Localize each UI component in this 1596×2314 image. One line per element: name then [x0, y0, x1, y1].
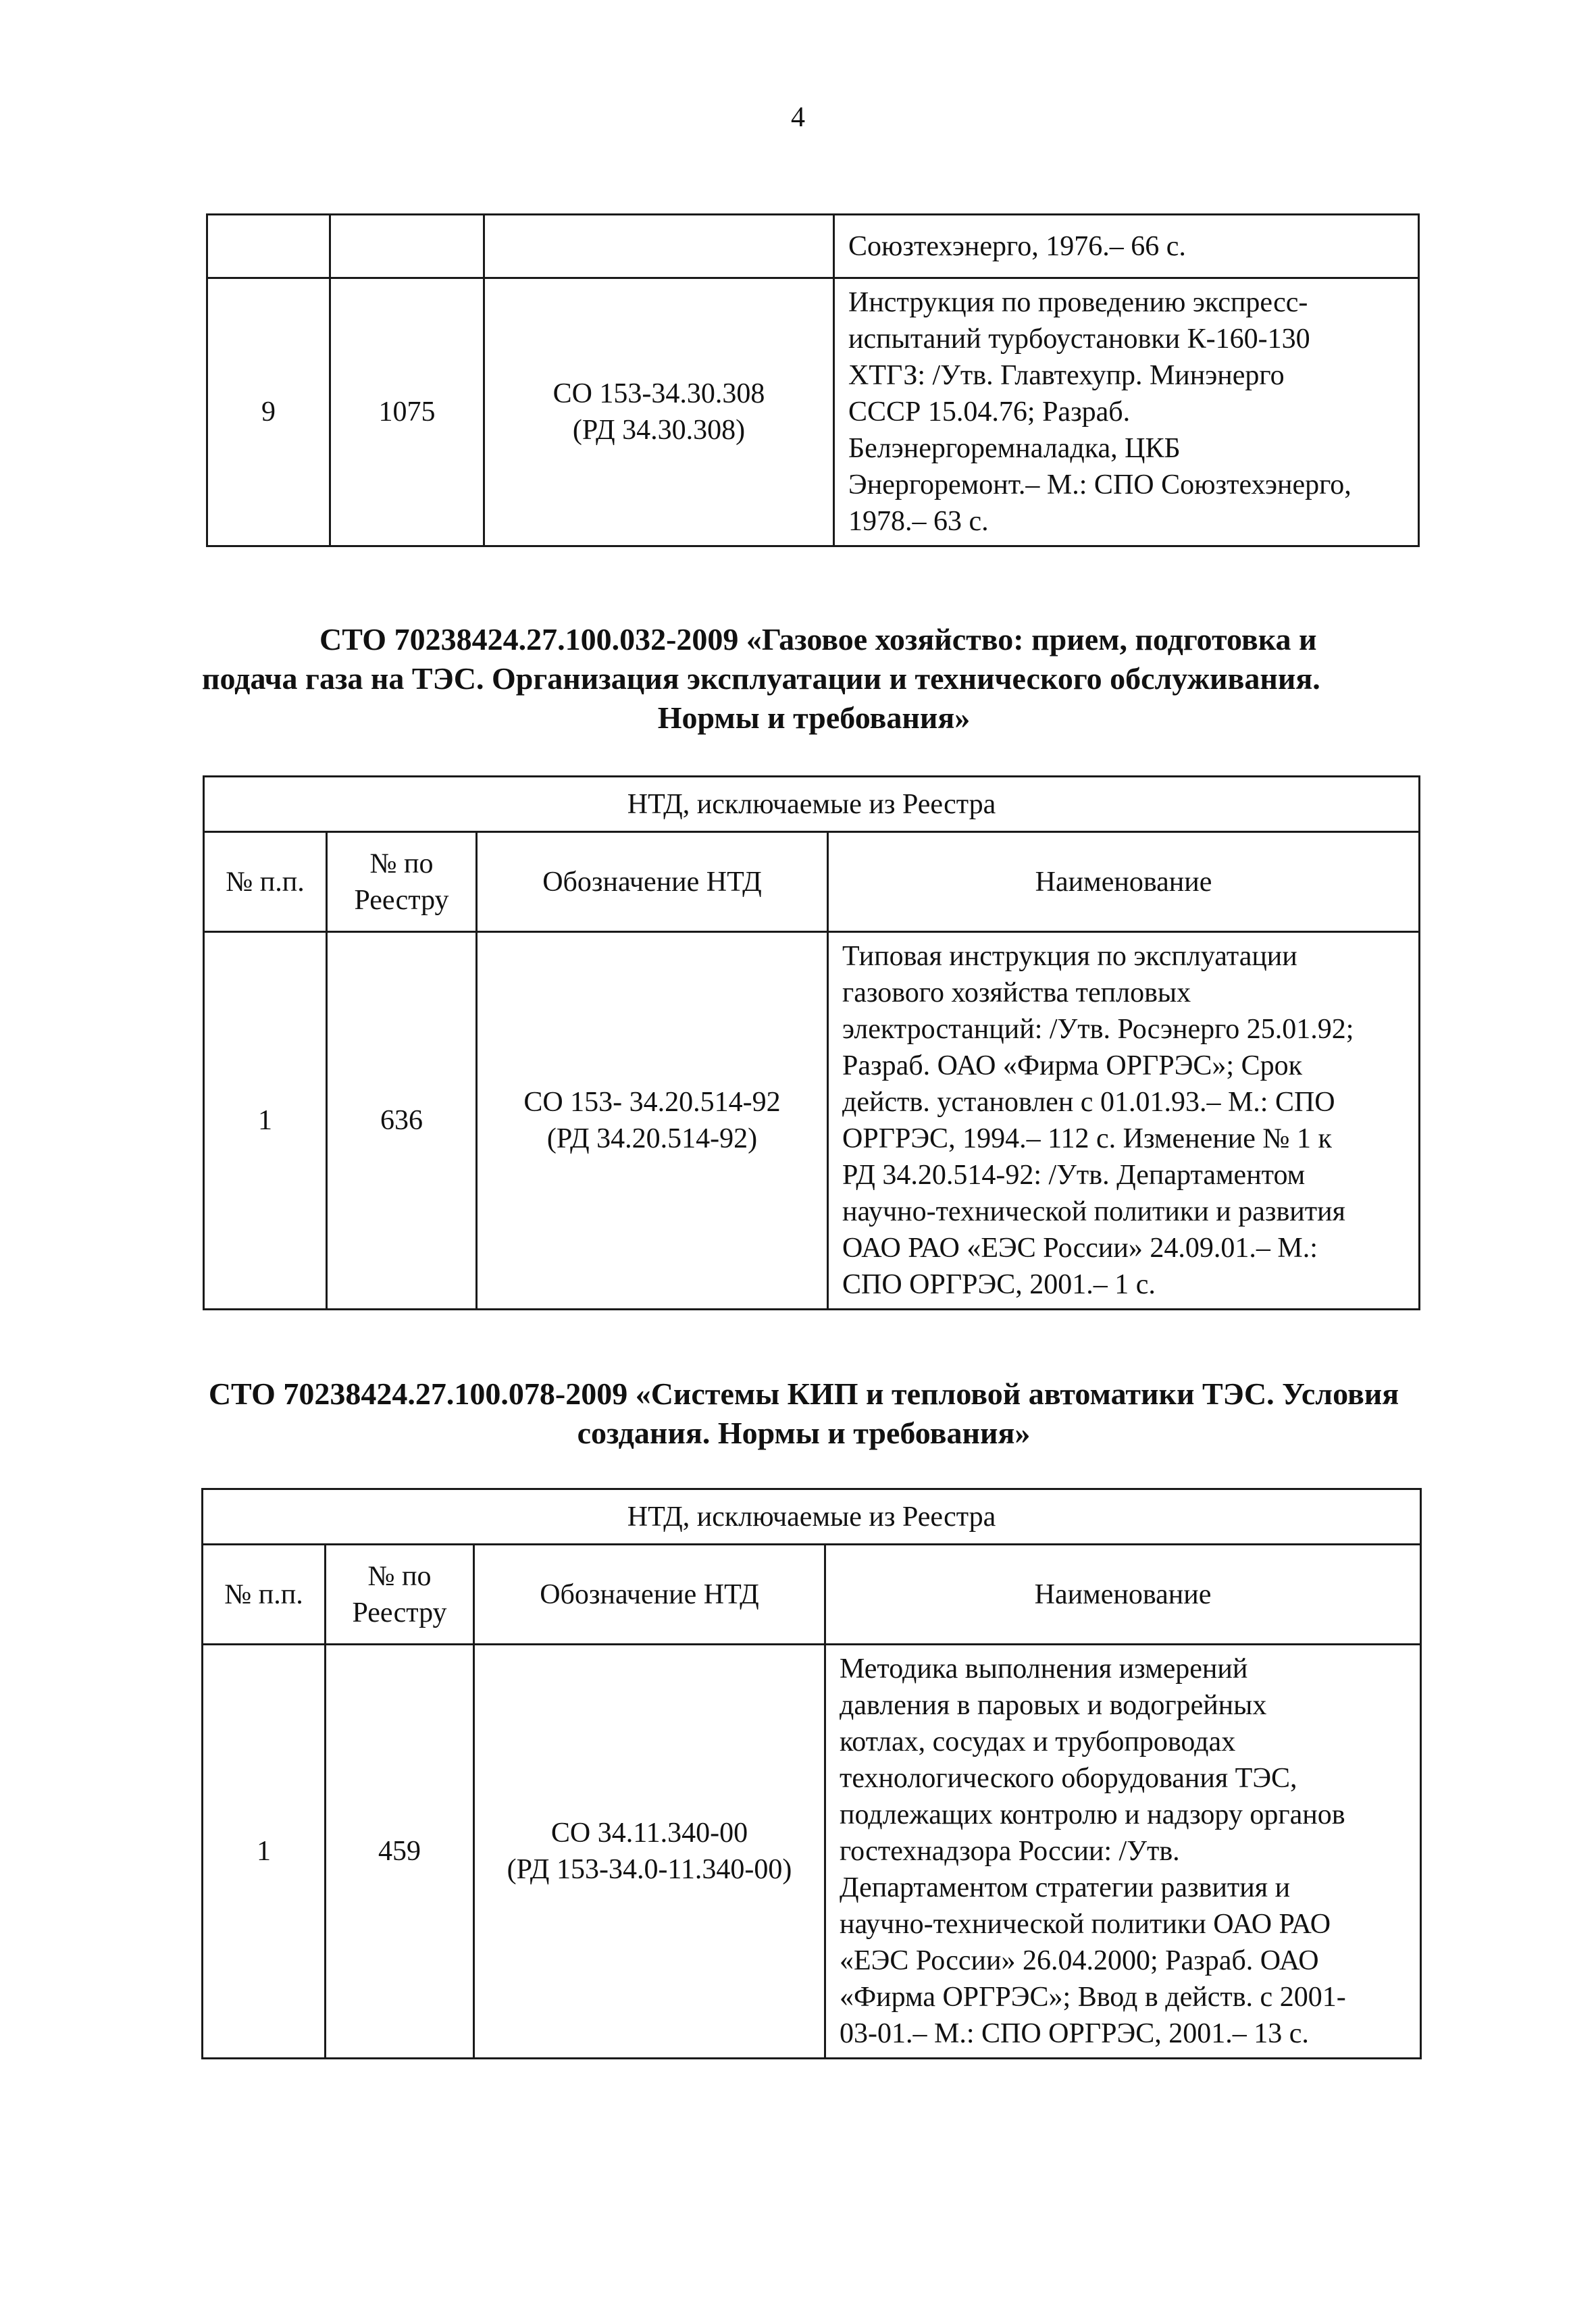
name-cell: Союзтехэнерго, 1976.– 66 с.: [834, 215, 1419, 278]
header-line: № по: [369, 848, 434, 879]
name-line: давления в паровых и водогрейных: [840, 1690, 1267, 1721]
name-cell: [825, 1645, 1421, 2059]
code-line: (РД 153-34.0-11.340-00): [507, 1854, 792, 1885]
table-cell: [207, 215, 330, 278]
table-title: НТД, исключаемые из Реестра: [203, 1489, 1421, 1545]
name-line: ОАО РАО «ЕЭС России» 24.09.01.– М.:: [842, 1233, 1318, 1264]
column-header: [326, 1545, 474, 1645]
heading-line: Нормы и требования»: [657, 700, 971, 735]
name-line: технологического оборудования ТЭС,: [840, 1763, 1297, 1794]
name-line: Энергоремонт.– М.: СПО Союзтехэнерго,: [848, 469, 1352, 500]
row-number-cell: 1: [204, 932, 327, 1310]
registry-number-cell: 459: [326, 1645, 474, 2059]
name-line: ХТГЗ: /Утв. Главтехупр. Минэнерго: [848, 360, 1285, 391]
name-line: Инструкция по проведению экспресс-: [848, 287, 1308, 318]
name-line: Департаментом стратегии развития и: [840, 1872, 1291, 1903]
table-header-row: [203, 1545, 1421, 1645]
code-line: (РД 34.30.308): [572, 415, 746, 446]
registry-number-cell: 636: [327, 932, 477, 1310]
column-header: № п.п.: [204, 832, 327, 932]
name-cell: [834, 278, 1419, 546]
name-line: научно-технической политики и развития: [842, 1196, 1345, 1227]
name-line: Методика выполнения измерений: [840, 1653, 1248, 1685]
column-header: Наименование: [825, 1545, 1421, 1645]
heading-line: подача газа на ТЭС. Организация эксплуатации и технического обслуживания.: [202, 661, 1320, 696]
name-line: гостехнадзора России: /Утв.: [840, 1836, 1180, 1867]
code-line: СО 153- 34.20.514-92: [523, 1087, 781, 1118]
name-line: научно-технической политики ОАО РАО: [840, 1909, 1331, 1940]
table-cell: [484, 215, 834, 278]
ntd-table: [203, 775, 1420, 1310]
table-title: НТД, исключаемые из Реестра: [204, 777, 1420, 832]
registry-number-cell: 1075: [330, 278, 484, 546]
table-row: [204, 932, 1420, 1310]
name-line: 1978.– 63 с.: [848, 506, 989, 537]
name-line: электростанций: /Утв. Росэнерго 25.01.92;: [842, 1014, 1354, 1045]
code-line: СО 153-34.30.308: [552, 378, 765, 409]
code-line: (РД 34.20.514-92): [546, 1123, 758, 1154]
header-line: № по: [367, 1560, 432, 1592]
code-cell: [474, 1645, 825, 2059]
heading-line: создания. Нормы и требования»: [577, 1416, 1031, 1450]
name-line: газового хозяйства тепловых: [842, 977, 1191, 1008]
name-line: Типовая инструкция по эксплуатации: [842, 941, 1297, 972]
table-row: [207, 215, 1419, 278]
name-line: «ЕЭС России» 26.04.2000; Разраб. ОАО: [840, 1945, 1319, 1976]
heading-line: СТО 70238424.27.100.078-2009 «Системы КИП и тепловой автоматики ТЭС. Условия: [208, 1377, 1399, 1411]
name-cell: [828, 932, 1420, 1310]
column-header: [327, 832, 477, 932]
heading-line: СТО 70238424.27.100.032-2009 «Газовое хозяйство: прием, подготовка и: [319, 622, 1317, 657]
name-line: «Фирма ОРГРЭС»; Ввод в действ. с 2001-: [840, 1982, 1346, 2013]
name-line: котлах, сосудах и трубопроводах: [840, 1726, 1236, 1757]
column-header: Наименование: [828, 832, 1420, 932]
code-line: СО 34.11.340-00: [550, 1818, 748, 1849]
name-line: СПО ОРГРЭС, 2001.– 1 с.: [842, 1269, 1156, 1300]
column-header: Обозначение НТД: [477, 832, 828, 932]
code-cell: [484, 278, 834, 546]
row-number-cell: 1: [203, 1645, 326, 2059]
name-line: 03-01.– М.: СПО ОРГРЭС, 2001.– 13 с.: [840, 2018, 1309, 2049]
table-row: [207, 278, 1419, 546]
table-cell: [330, 215, 484, 278]
table-row: [203, 1645, 1421, 2059]
table-title-row: [204, 777, 1420, 832]
table-header-row: [204, 832, 1420, 932]
name-line: Белэнергоремналадка, ЦКБ: [848, 433, 1181, 464]
name-line: СССР 15.04.76; Разраб.: [848, 396, 1131, 428]
name-line: испытаний турбоустановки К-160-130: [848, 324, 1310, 355]
name-line: действ. установлен с 01.01.93.– М.: СПО: [842, 1087, 1335, 1118]
name-line: Разраб. ОАО «Фирма ОРГРЭС»; Срок: [842, 1050, 1303, 1081]
header-line: Реестру: [354, 884, 449, 916]
ntd-table: [201, 1488, 1422, 2059]
section-heading: [196, 620, 1432, 738]
code-cell: [477, 932, 828, 1310]
column-header: Обозначение НТД: [474, 1545, 825, 1645]
name-line: подлежащих контролю и надзору органов: [840, 1799, 1345, 1830]
continuation-table: [206, 213, 1420, 547]
page-number: 4: [791, 102, 805, 133]
name-line: РД 34.20.514-92: /Утв. Департаментом: [842, 1160, 1306, 1191]
row-number-cell: 9: [207, 278, 330, 546]
table-title-row: [203, 1489, 1421, 1545]
header-line: Реестру: [352, 1597, 447, 1628]
name-line: ОРГРЭС, 1994.– 112 с. Изменение № 1 к: [842, 1123, 1332, 1154]
section-heading: [162, 1374, 1445, 1453]
column-header: № п.п.: [203, 1545, 326, 1645]
